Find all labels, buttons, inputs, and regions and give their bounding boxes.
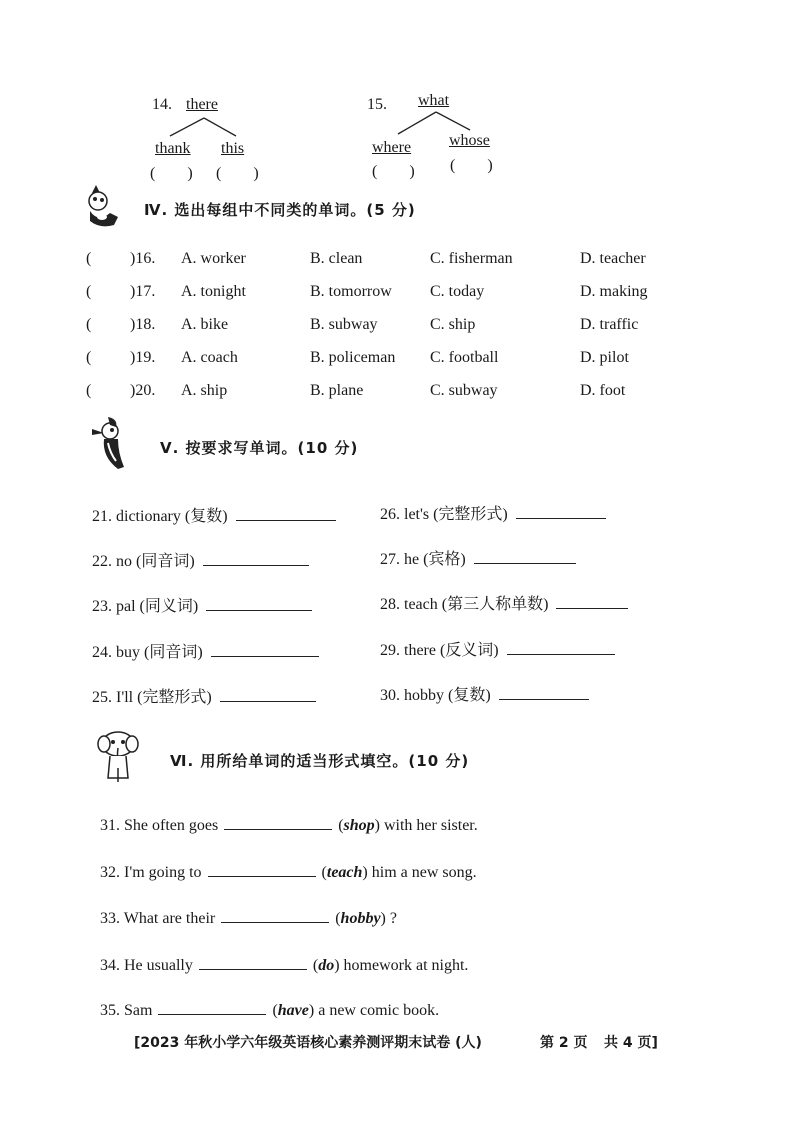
q15-left-answer[interactable]: ( ) (372, 163, 415, 180)
answer-blank[interactable] (499, 685, 589, 700)
answer-blank[interactable] (474, 549, 576, 564)
part5-item-23 (92, 593, 312, 616)
part6-heading: Ⅵ. 用所给单词的适当形式填空。(10 分) (170, 752, 470, 770)
part4-row-19-option-a: A. coach (181, 349, 238, 366)
part5-item-label: 24. buy (同音词) (92, 644, 203, 661)
paren-open: ( (321, 864, 327, 881)
part5-item-label: 23. pal (同义词) (92, 598, 199, 615)
part5-item-26 (380, 501, 606, 524)
part4-row-20-answer-paren-open[interactable]: ( (86, 382, 92, 399)
q15-right-answer[interactable]: ( ) (450, 157, 493, 174)
sentence-start: 31. She often goes (100, 817, 219, 834)
given-word: do (318, 957, 335, 974)
paren-open: ( (338, 817, 344, 834)
part5-item-label: 22. no (同音词) (92, 553, 195, 570)
sentence-start: 35. Sam (100, 1002, 153, 1019)
paren-close: ) (362, 864, 372, 881)
answer-blank[interactable] (208, 862, 316, 877)
part5-item-label: 25. I'll (完整形式) (92, 689, 212, 706)
part4-row-16-answer-paren-open[interactable]: ( (86, 250, 92, 267)
part6-item-31 (100, 815, 478, 835)
part4-row-20-option-a: A. ship (181, 382, 228, 399)
part4-row-16-option-a: A. worker (181, 250, 246, 267)
sentence-end: with her sister. (383, 817, 478, 834)
q15-root-word: what (418, 92, 450, 109)
footer-total: 共 4 页] (604, 1035, 658, 1051)
part5-item-28 (380, 591, 628, 614)
answer-blank[interactable] (206, 596, 312, 611)
part6-item-32 (100, 862, 477, 882)
part4-row-20-option-b: B. plane (310, 382, 364, 399)
part4-row-20-question-number: )20. (130, 382, 156, 399)
part4-row-17-answer-paren-open[interactable]: ( (86, 283, 92, 300)
sentence-start: 32. I'm going to (100, 864, 202, 881)
answer-blank[interactable] (211, 642, 319, 657)
part5-item-24 (92, 639, 319, 662)
part4-row-18-question-number: )18. (130, 316, 156, 333)
part5-item-label: 26. let's (完整形式) (380, 506, 508, 523)
part4-row-17-option-a: A. tonight (181, 283, 246, 300)
part4-row-20-option-c: C. subway (430, 382, 498, 399)
paren-close: ) (334, 957, 344, 974)
part4-row-17-option-d: D. making (580, 283, 648, 300)
answer-blank[interactable] (199, 955, 307, 970)
part5-item-label: 29. there (反义词) (380, 642, 499, 659)
part5-item-label: 21. dictionary (复数) (92, 508, 228, 525)
given-word: hobby (340, 910, 381, 927)
q14-right-answer[interactable]: ( ) (216, 165, 259, 182)
part4-row-17-question-number: )17. (130, 283, 156, 300)
sentence-end: him a new song. (371, 864, 477, 881)
part4-row-19-option-d: D. pilot (580, 349, 629, 366)
sentence-end: a new comic book. (318, 1002, 440, 1019)
paren-open: ( (335, 910, 341, 927)
part4-row-17-option-c: C. today (430, 283, 485, 300)
part4-row-19-option-b: B. policeman (310, 349, 396, 366)
part4-row-16-question-number: )16. (130, 250, 156, 267)
dog-mascot-icon (84, 183, 124, 231)
q14-left-word: thank (155, 140, 191, 157)
part6-item-35 (100, 1000, 439, 1020)
answer-blank[interactable] (507, 640, 615, 655)
q15-right-word: whose (449, 132, 490, 149)
answer-blank[interactable] (224, 815, 332, 830)
q14-left-answer[interactable]: ( ) (150, 165, 193, 182)
paren-open: ( (312, 957, 319, 974)
answer-blank[interactable] (203, 551, 309, 566)
given-word: teach (326, 864, 363, 881)
answer-blank[interactable] (220, 687, 316, 702)
paren-close: ) (308, 1002, 319, 1019)
answer-blank[interactable] (516, 504, 606, 519)
sentence-start: 34. He usually (100, 957, 193, 974)
q15-left-word: where (372, 139, 412, 156)
part4-row-19-question-number: )19. (130, 349, 156, 366)
elephant-mascot-icon (96, 728, 140, 784)
paren-open: ( (272, 1002, 278, 1019)
part5-item-30 (380, 682, 589, 705)
part4-row-18-option-d: D. traffic (580, 316, 639, 333)
part5-item-label: 27. he (宾格) (380, 551, 466, 568)
part5-item-27 (380, 546, 576, 569)
woodpecker-icon (88, 413, 132, 473)
answer-blank[interactable] (556, 594, 628, 609)
part5-item-label: 28. teach (第三人称单数) (380, 596, 549, 613)
part4-row-19-answer-paren-open[interactable]: ( (86, 349, 92, 366)
part5-item-29 (380, 637, 615, 660)
paren-close: ) (380, 910, 390, 927)
part5-item-25 (92, 684, 316, 707)
part4-row-16-option-b: B. clean (310, 250, 363, 267)
answer-blank[interactable] (236, 506, 336, 521)
q14-right-word: this (221, 140, 245, 157)
part4-row-18-option-a: A. bike (181, 316, 229, 333)
paren-close: ) (374, 817, 384, 834)
q14-number: 14. (152, 96, 172, 113)
part5-item-label: 30. hobby (复数) (380, 687, 491, 704)
part4-row-16-option-c: C. fisherman (430, 250, 513, 267)
part4-row-16-option-d: D. teacher (580, 250, 646, 267)
part5-item-22 (92, 548, 309, 571)
part4-row-17-option-b: B. tomorrow (310, 283, 392, 300)
part4-row-19-option-c: C. football (430, 349, 499, 366)
answer-blank[interactable] (221, 908, 329, 923)
given-word: shop (343, 817, 375, 834)
part5-heading: Ⅴ. 按要求写单词。(10 分) (160, 439, 359, 457)
sentence-start: 33. What are their (100, 910, 216, 927)
sentence-end: homework at night. (343, 957, 469, 974)
part4-row-20-option-d: D. foot (580, 382, 626, 399)
footer-exam-title: [2023 年秋小学六年级英语核心素养测评期末试卷 (人) (134, 1035, 482, 1051)
part4-row-18-option-b: B. subway (310, 316, 378, 333)
part4-row-18-option-c: C. ship (430, 316, 476, 333)
part4-heading: Ⅳ. 选出每组中不同类的单词。(5 分) (144, 201, 416, 219)
q15-number: 15. (367, 96, 387, 113)
part5-item-21 (92, 503, 336, 526)
q14-root-word: there (186, 96, 218, 113)
part4-row-18-answer-paren-open[interactable]: ( (86, 316, 92, 333)
part6-item-34 (100, 955, 468, 975)
sentence-end: ? (389, 910, 397, 927)
footer-page: 第 2 页 (540, 1035, 588, 1051)
given-word: have (277, 1002, 309, 1019)
part6-item-33 (100, 908, 397, 928)
answer-blank[interactable] (158, 1000, 266, 1015)
